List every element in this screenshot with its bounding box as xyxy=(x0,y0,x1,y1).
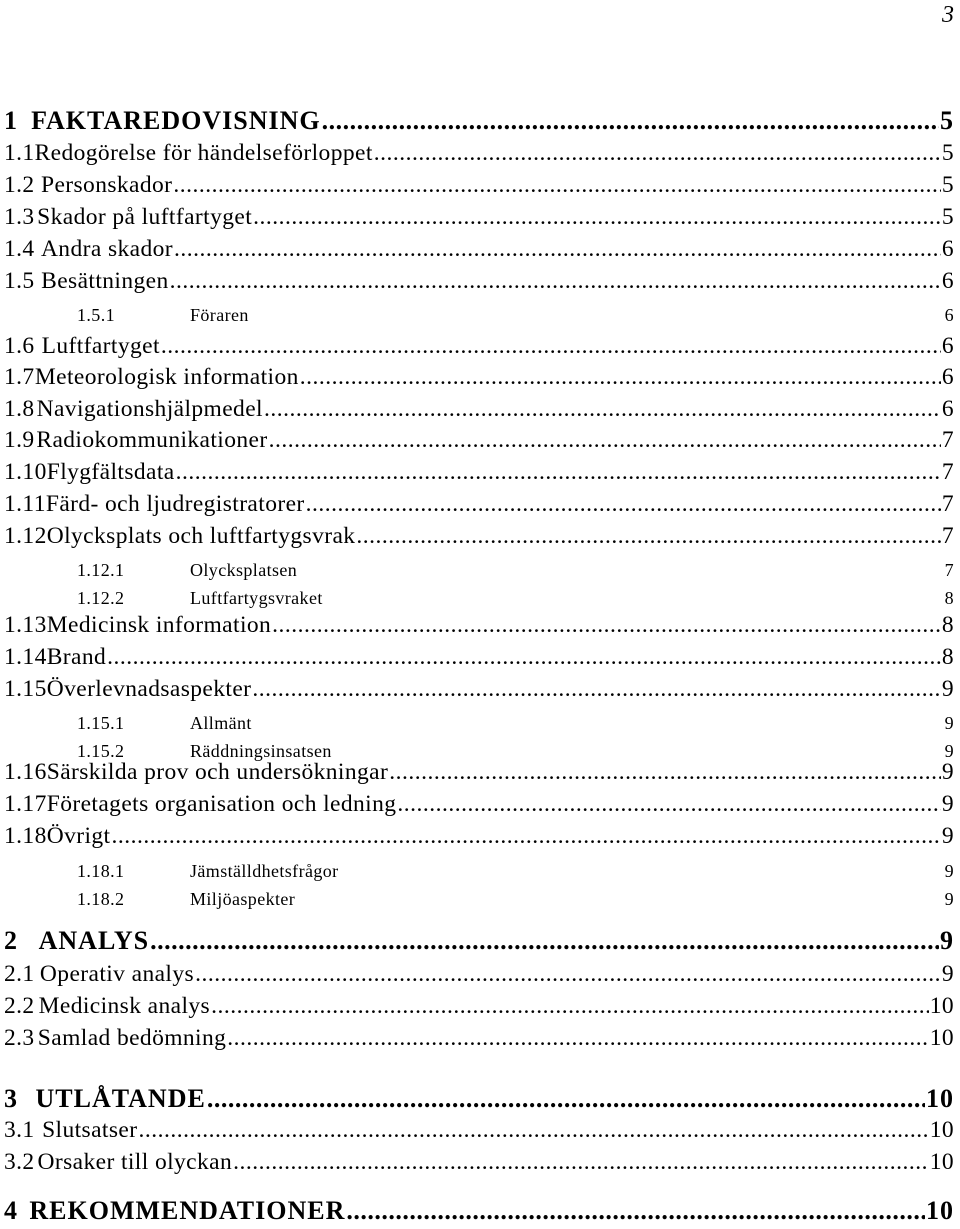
toc-dot-leader xyxy=(233,1149,929,1176)
toc-entry[interactable] xyxy=(4,204,954,231)
toc-entry-number: 1.16 xyxy=(4,759,47,785)
toc-entry[interactable] xyxy=(4,1196,954,1226)
toc-entry-title: Radiokommunikationer xyxy=(36,427,268,453)
toc-entry[interactable] xyxy=(4,1117,954,1144)
toc-entry-title: Luftfartygsvraket xyxy=(190,588,323,608)
toc-entry-title: Färd- och ljudregistratorer xyxy=(45,491,305,517)
toc-entry-number: 1.14 xyxy=(4,644,47,670)
toc-dot-leader xyxy=(300,364,941,391)
toc-entry-number: 1.8 xyxy=(4,396,35,422)
toc-entry-title: Medicinsk analys xyxy=(38,993,211,1019)
toc-entry-number: 2 xyxy=(4,926,18,955)
toc-entry-title: Operativ analys xyxy=(39,961,195,987)
toc-entry[interactable] xyxy=(4,106,954,136)
toc-entry[interactable] xyxy=(4,993,954,1020)
toc-entry-page: 8 xyxy=(941,644,954,670)
toc-entry-title: Föraren xyxy=(190,305,249,325)
toc-entry-number: 1.18.2 xyxy=(77,889,125,909)
toc-entry-number: 1.15.1 xyxy=(77,713,125,733)
toc-entry-number: 1.12.2 xyxy=(77,588,125,608)
toc-entry-title: FAKTAREDOVISNING xyxy=(31,106,321,135)
toc-entry-title: Andra skador xyxy=(40,236,173,262)
toc-entry-page: 6 xyxy=(941,364,954,390)
toc-entry-title: ANALYS xyxy=(38,926,150,955)
toc-entry-title: Allmänt xyxy=(190,713,252,733)
toc-entry-page: 10 xyxy=(929,993,954,1019)
toc-entry-page: 5 xyxy=(941,204,954,230)
toc-entry[interactable] xyxy=(4,889,954,910)
toc-entry[interactable] xyxy=(4,491,954,518)
toc-entry-number: 1.12 xyxy=(4,523,47,549)
toc-entry[interactable] xyxy=(4,1084,954,1114)
toc-entry-title: Luftfartyget xyxy=(41,333,160,359)
toc-entry-title: Miljöaspekter xyxy=(190,889,296,909)
toc-entry-number: 1.5.1 xyxy=(77,305,115,325)
toc-entry-number: 1.13 xyxy=(4,612,47,638)
toc-dot-leader xyxy=(272,612,941,639)
toc-entry-page: 9 xyxy=(944,889,954,909)
toc-entry-page: 8 xyxy=(944,588,954,608)
toc-dot-leader xyxy=(252,676,940,703)
toc-entry-title: Orsaker till olyckan xyxy=(37,1149,233,1175)
toc-entry-page: 10 xyxy=(926,1084,954,1113)
toc-entry-number: 3 xyxy=(4,1084,18,1113)
toc-entry-title: Personskador xyxy=(40,172,173,198)
toc-entry-page: 5 xyxy=(941,140,954,166)
toc-entry-page: 7 xyxy=(941,427,954,453)
toc-entry-title: Brand xyxy=(46,644,107,670)
toc-entry-page: 7 xyxy=(941,459,954,485)
toc-entry-page: 9 xyxy=(944,713,954,733)
toc-dot-leader xyxy=(170,268,941,295)
toc-entry-page: 8 xyxy=(941,612,954,638)
toc-entry[interactable] xyxy=(4,612,954,639)
toc-entry-page: 6 xyxy=(941,396,954,422)
toc-entry-title: REKOMMENDATIONER xyxy=(29,1196,346,1225)
toc-entry-number: 1.11 xyxy=(4,491,46,517)
toc-entry-page: 9 xyxy=(941,823,954,849)
toc-entry-title: Skador på luftfartyget xyxy=(37,204,253,230)
toc-entry-page: 10 xyxy=(929,1149,954,1175)
toc-entry[interactable] xyxy=(4,427,954,454)
toc-entry-page: 10 xyxy=(929,1025,954,1051)
toc-entry-title: Navigationshjälpmedel xyxy=(36,396,263,422)
toc-entry-page: 7 xyxy=(941,523,954,549)
toc-dot-leader xyxy=(138,1117,928,1144)
toc-entry[interactable] xyxy=(4,459,954,486)
toc-entry-number: 1.9 xyxy=(4,427,35,453)
toc-entry-number: 1.15.2 xyxy=(77,741,125,761)
toc-dot-leader xyxy=(264,396,941,423)
toc-entry-number: 2.1 xyxy=(4,961,35,987)
toc-entry-title: Företagets organisation och ledning xyxy=(46,791,397,817)
toc-entry-number: 1.5 xyxy=(4,268,35,294)
toc-dot-leader xyxy=(227,1025,928,1052)
toc-entry-title: Jämställdhetsfrågor xyxy=(190,861,339,881)
toc-dot-leader xyxy=(322,106,939,136)
toc-entry-number: 1.10 xyxy=(4,459,47,485)
toc-dot-leader xyxy=(397,791,940,818)
toc-dot-leader xyxy=(269,427,941,454)
toc-entry-page: 10 xyxy=(929,1117,954,1143)
toc-entry[interactable] xyxy=(4,1149,954,1176)
toc-entry-page: 6 xyxy=(941,333,954,359)
toc-entry[interactable] xyxy=(4,268,954,295)
toc-entry-title: Räddningsinsatsen xyxy=(190,741,332,761)
toc-entry[interactable] xyxy=(4,861,954,882)
toc-entry[interactable] xyxy=(4,1025,954,1052)
toc-dot-leader xyxy=(173,172,940,199)
toc-entry-page: 7 xyxy=(941,491,954,517)
toc-entry-title: UTLÅTANDE xyxy=(35,1084,206,1113)
toc-entry-title: Samlad bedömning xyxy=(37,1025,227,1051)
toc-entry-number: 1.1 xyxy=(4,140,35,166)
toc-dot-leader xyxy=(374,140,941,167)
toc-entry[interactable] xyxy=(4,713,954,734)
toc-entry[interactable] xyxy=(4,926,954,956)
toc-entry-title: Överlevnadsaspekter xyxy=(46,676,252,702)
toc-dot-leader xyxy=(150,926,939,956)
toc-entry-page: 9 xyxy=(941,676,954,702)
toc-entry-number: 1 xyxy=(4,106,18,135)
toc-entry-number: 1.15 xyxy=(4,676,47,702)
toc-dot-leader xyxy=(207,1084,925,1114)
toc-entry-title: Besättningen xyxy=(41,268,169,294)
toc-entry-page: 5 xyxy=(941,172,954,198)
toc-entry[interactable] xyxy=(4,364,954,391)
toc-entry-number: 1.3 xyxy=(4,204,35,230)
toc-entry[interactable] xyxy=(4,588,954,609)
toc-entry[interactable] xyxy=(4,172,954,199)
toc-entry[interactable] xyxy=(4,560,954,581)
toc-entry-title: Meteorologisk information xyxy=(34,364,299,390)
toc-dot-leader xyxy=(161,333,941,360)
toc-entry-number: 3.1 xyxy=(4,1117,35,1143)
toc-entry-title: Särskilda prov och undersökningar xyxy=(46,759,389,785)
toc-entry[interactable] xyxy=(4,305,954,326)
toc-dot-leader xyxy=(112,823,941,850)
toc-entry-number: 4 xyxy=(4,1196,18,1225)
toc-entry[interactable] xyxy=(4,523,954,550)
toc-entry-number: 3.2 xyxy=(4,1149,35,1175)
toc-entry-page: 5 xyxy=(940,106,954,135)
toc-entry-title: Redogörelse för händelseförloppet xyxy=(34,140,373,166)
toc-entry-page: 9 xyxy=(944,741,954,761)
toc-entry-number: 2.2 xyxy=(4,993,35,1019)
toc-entry-number: 2.3 xyxy=(4,1025,35,1051)
toc-entry-title: Slutsatser xyxy=(42,1117,138,1143)
page-number: 3 xyxy=(942,2,954,28)
toc-entry[interactable] xyxy=(4,140,954,167)
toc-entry-page: 10 xyxy=(926,1196,954,1225)
toc-entry-title: Olycksplatsen xyxy=(190,560,298,580)
toc-entry-page: 6 xyxy=(941,236,954,262)
toc-entry-number: 1.7 xyxy=(4,364,35,390)
toc-entry-page: 9 xyxy=(941,791,954,817)
toc-entry[interactable] xyxy=(4,961,954,988)
toc-dot-leader xyxy=(356,523,940,550)
toc-entry-page: 9 xyxy=(941,759,954,785)
toc-entry[interactable] xyxy=(4,791,954,818)
toc-entry-page: 6 xyxy=(941,268,954,294)
toc-entry[interactable] xyxy=(4,676,954,703)
toc-entry[interactable] xyxy=(4,396,954,423)
toc-entry-number: 1.12.1 xyxy=(77,560,125,580)
toc-entry-title: Övrigt xyxy=(46,823,111,849)
toc-dot-leader xyxy=(306,491,941,518)
toc-entry-page: 6 xyxy=(944,305,954,325)
toc-dot-leader xyxy=(195,961,941,988)
toc-dot-leader xyxy=(389,759,941,786)
toc-entry[interactable] xyxy=(4,333,954,360)
toc-entry-number: 1.18 xyxy=(4,823,47,849)
toc-entry-number: 1.2 xyxy=(4,172,35,198)
toc-entry-page: 9 xyxy=(940,926,954,955)
toc-entry-page: 9 xyxy=(941,961,954,987)
toc-dot-leader xyxy=(176,459,941,486)
toc-entry-number: 1.6 xyxy=(4,333,35,359)
toc-entry-number: 1.18.1 xyxy=(77,861,125,881)
toc-entry-title: Olycksplats och luftfartygsvrak xyxy=(46,523,356,549)
toc-dot-leader xyxy=(253,204,941,231)
toc-entry-number: 1.17 xyxy=(4,791,47,817)
toc-entry[interactable] xyxy=(4,644,954,671)
toc-entry[interactable] xyxy=(4,236,954,263)
toc-dot-leader xyxy=(107,644,941,671)
toc-dot-leader xyxy=(346,1196,925,1226)
toc-entry-title: Medicinsk information xyxy=(46,612,272,638)
toc-dot-leader xyxy=(174,236,941,263)
toc-entry-page: 7 xyxy=(944,560,954,580)
toc-entry-page: 9 xyxy=(944,861,954,881)
toc-entry-title: Flygfältsdata xyxy=(46,459,175,485)
toc-entry[interactable] xyxy=(4,759,954,786)
toc-entry-number: 1.4 xyxy=(4,236,35,262)
toc-entry[interactable] xyxy=(4,823,954,850)
toc-dot-leader xyxy=(211,993,929,1020)
